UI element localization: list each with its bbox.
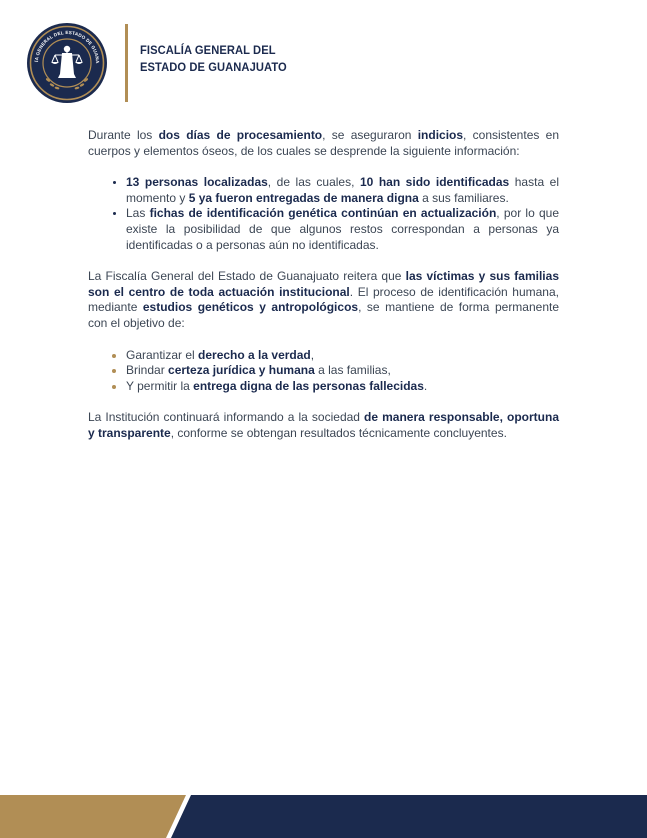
text-span: a sus familiares. bbox=[418, 190, 509, 205]
list-item bbox=[126, 175, 559, 206]
findings-list bbox=[88, 175, 559, 253]
text-span: Brindar bbox=[126, 363, 169, 378]
bold-span: fichas de identificación genética continúan en actualización bbox=[149, 206, 497, 221]
paragraph-closing bbox=[88, 410, 559, 441]
text-span: . El proceso de identificación humana, mediante bbox=[88, 284, 559, 315]
document-body bbox=[88, 128, 559, 458]
text-span: a las familias, bbox=[314, 363, 391, 378]
bold-span: derecho a la verdad bbox=[198, 347, 311, 362]
list-item bbox=[126, 363, 559, 379]
text-span: , bbox=[310, 347, 315, 362]
text-span: , por lo que existe la posibilidad de que algunos restos correspondan a personas ya identificadas o a personas aún no identificadas. bbox=[126, 206, 559, 252]
text-span: Y permitir la bbox=[126, 378, 194, 393]
text-span: , conforme se obtengan resultados técnicamente concluyentes. bbox=[170, 425, 507, 440]
bold-span: estudios genéticos y antropológicos bbox=[142, 300, 359, 315]
bold-span: 5 ya fueron entregadas de manera digna bbox=[188, 190, 419, 205]
bold-span: de manera responsable, oportuna y transparente bbox=[88, 410, 559, 440]
list-item bbox=[126, 348, 559, 364]
bold-span: entrega digna de las personas fallecidas bbox=[193, 378, 424, 393]
text-span: , consistentes en cuerpos y elementos óseos, de los cuales se desprende la siguiente información: bbox=[88, 128, 559, 158]
text-span: Las bbox=[126, 206, 150, 221]
bold-span: las víctimas y sus familias son el centro de toda actuación institucional bbox=[88, 269, 559, 299]
bold-span: dos días de procesamiento bbox=[158, 128, 323, 142]
text-span: hasta el momento y bbox=[126, 175, 559, 205]
text-span: La Institución continuará informando a la sociedad bbox=[88, 410, 365, 425]
footer-navy-stripe bbox=[171, 795, 647, 838]
objectives-list bbox=[88, 348, 559, 395]
text-span: Durante los bbox=[88, 128, 159, 142]
justice-seal-icon bbox=[26, 22, 108, 104]
institution-name bbox=[140, 42, 320, 76]
text-span: La Fiscalía General del Estado de Guanajuato reitera que bbox=[88, 269, 406, 284]
bold-span: indicios bbox=[417, 128, 464, 142]
svg-text:FISCALÍA GENERAL DEL ESTADO DE: ÍA GENERAL DEL ESTADO DE GUANA bbox=[34, 29, 101, 64]
list-item bbox=[126, 206, 559, 253]
text-span: . bbox=[423, 378, 428, 393]
paragraph-institution bbox=[88, 269, 559, 331]
bold-span: 10 han sido identificadas bbox=[359, 175, 510, 190]
list-item bbox=[126, 379, 559, 395]
institution-name-line2: ESTADO DE GUANAJUATO bbox=[140, 60, 287, 74]
footer-band bbox=[0, 795, 647, 838]
text-span: , se aseguraron bbox=[322, 128, 418, 142]
header-divider bbox=[125, 24, 128, 102]
text-span: , se mantiene de forma permanente con el objetivo de: bbox=[88, 300, 560, 330]
paragraph-processing bbox=[88, 128, 559, 159]
institution-name-line1: FISCALÍA GENERAL DEL bbox=[140, 43, 276, 57]
text-span: , de las cuales, bbox=[267, 175, 360, 190]
bold-span: certeza jurídica y humana bbox=[168, 363, 315, 378]
text-span: Garantizar el bbox=[126, 347, 199, 362]
footer-gold-stripe bbox=[0, 795, 186, 838]
bold-span: 13 personas localizadas bbox=[126, 175, 268, 190]
